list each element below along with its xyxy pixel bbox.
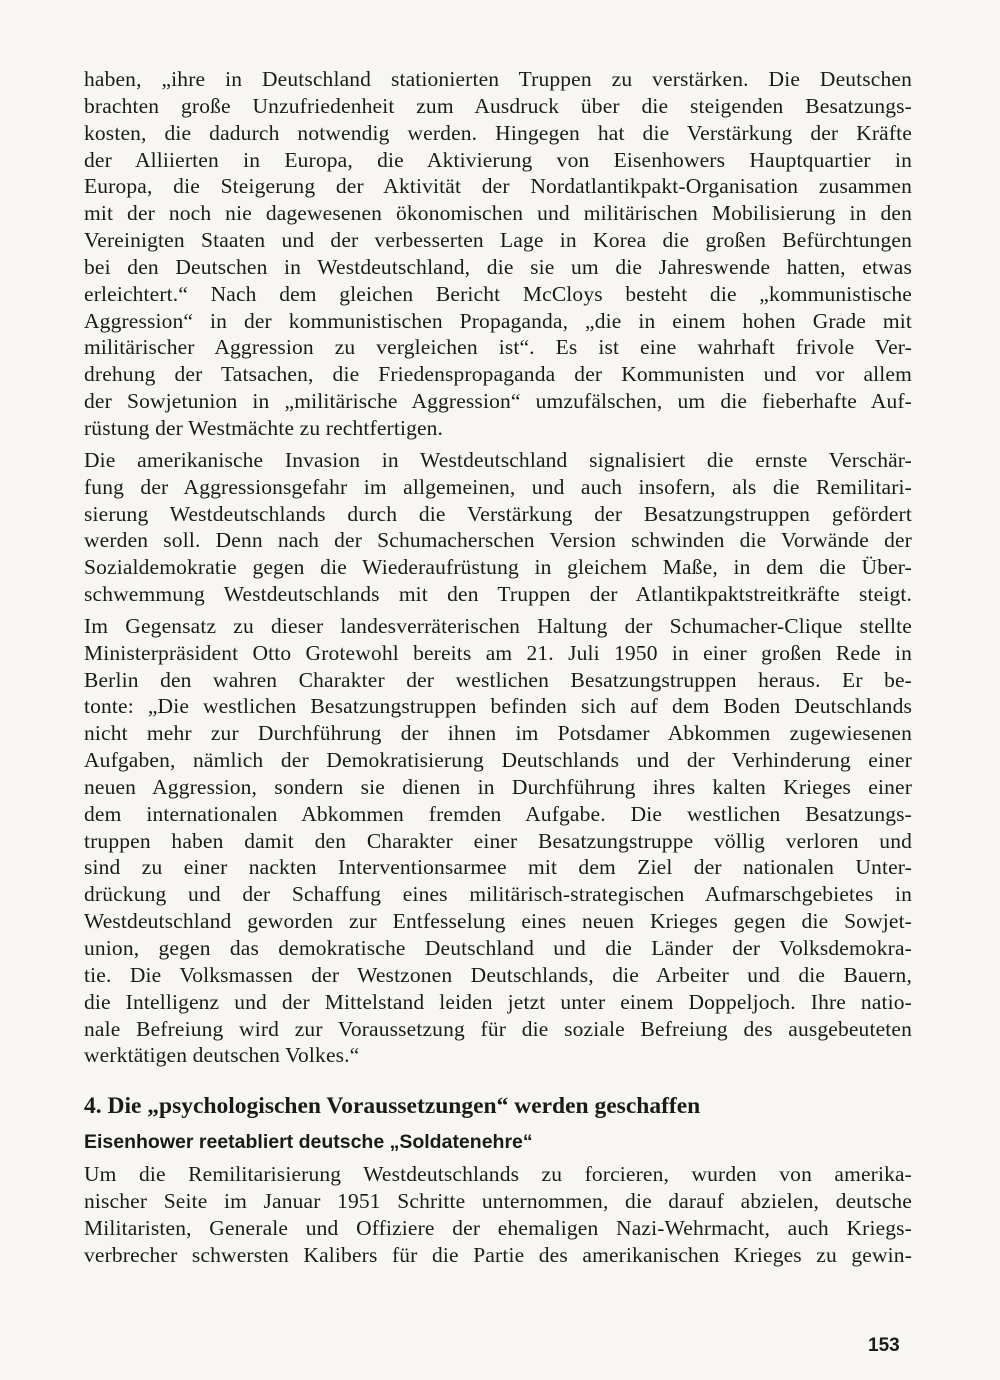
text-line: fung der Aggressionsgefahr im allgemeinen, und auch insofern, als die Remilitari- (84, 474, 912, 499)
paragraph-4 (84, 1161, 912, 1268)
text-line: der Sowjetunion in „militärische Aggression“ umzufälschen, um die fieberhafte Auf- (84, 389, 912, 414)
text-line: Im Gegensatz zu dieser landesverräterischen Haltung der Schumacher-Clique stellte (84, 613, 912, 638)
text-line: erleichtert.“ Nach dem gleichen Bericht McCloys besteht die „kommunistische (84, 281, 912, 306)
text-line: haben, „ihre in Deutschland stationierten Truppen zu verstärken. Die Deutschen (84, 67, 912, 91)
text-line: nicht mehr zur Durchführung der ihnen im Potsdamer Abkommen zugewiesenen (84, 721, 912, 746)
text-line: drückung und der Schaffung eines militärisch-strategischen Aufmarschgebietes in (84, 882, 912, 907)
text-line: sind zu einer nackten Interventionsarmee mit dem Ziel der nationalen Unter- (84, 855, 912, 880)
text-line: Berlin den wahren Charakter der westlichen Besatzungstruppen heraus. Er be- (84, 667, 912, 692)
page-number: 153 (868, 1335, 900, 1356)
paragraph-2 (84, 447, 912, 608)
text-line: Sozialdemokratie gegen die Wiederaufrüstung in gleichem Maße, in dem die Über- (84, 555, 912, 580)
text-line: Westdeutschland geworden zur Entfesselung eines neuen Krieges gegen die Sowjet- (84, 909, 912, 934)
text-line: Militaristen, Generale und Offiziere der ehemaligen Nazi-Wehrmacht, auch Kriegs- (84, 1215, 912, 1240)
paragraph-1 (84, 66, 912, 442)
sub-heading: Eisenhower reetabliert deutsche „Soldatenehre“ (84, 1131, 533, 1154)
text-line: nischer Seite im Januar 1951 Schritte unternommen, die darauf abzielen, deutsche (84, 1189, 912, 1214)
text-line: brachten große Unzufriedenheit zum Ausdruck über die steigenden Besatzungs- (84, 93, 912, 118)
page-body (84, 66, 912, 1274)
text-line: kosten, die dadurch notwendig werden. Hingegen hat die Verstärkung der Kräfte (84, 120, 912, 145)
text-line: militärischer Aggression zu vergleichen ist“. Es ist eine wahrhaft frivole Ver- (84, 335, 912, 360)
text-line: werden soll. Denn nach der Schumacherschen Version schwinden die Vorwände der (84, 528, 912, 553)
text-line: mit der noch nie dagewesenen ökonomischen und militärischen Mobilisierung in den (84, 201, 912, 226)
text-line: die Intelligenz und der Mittelstand leiden jetzt unter einem Doppeljoch. Ihre natio- (84, 989, 912, 1014)
text-line: neuen Aggression, sondern sie dienen in Durchführung ihres kalten Krieges einer (84, 774, 912, 799)
text-line: Ministerpräsident Otto Grotewohl bereits am 21. Juli 1950 in einer großen Rede in (84, 640, 912, 665)
text-line: Aggression“ in der kommunistischen Propaganda, „die in einem hohen Grade mit (84, 308, 912, 333)
text-line: truppen haben damit den Charakter einer Besatzungstruppe völlig verloren und (84, 828, 912, 853)
text-line: drehung der Tatsachen, die Friedenspropaganda der Kommunisten und vor allem (84, 362, 912, 387)
text-line: Vereinigten Staaten und der verbesserten Lage in Korea die großen Befürchtungen (84, 228, 912, 253)
text-line: union, gegen das demokratische Deutschland und die Länder der Volksdemokra- (84, 936, 912, 960)
text-line: verbrecher schwersten Kalibers für die Partie des amerikanischen Krieges zu gewin- (84, 1242, 912, 1267)
text-line: Um die Remilitarisierung Westdeutschlands zu forcieren, wurden von amerika- (84, 1162, 912, 1187)
text-line: werktätigen deutschen Volkes.“ (84, 1043, 360, 1068)
text-line: tonte: „Die westlichen Besatzungstruppen befinden sich auf dem Boden Deutschlands (84, 694, 912, 719)
text-line: Aufgaben, nämlich der Demokratisierung Deutschlands und der Verhinderung einer (84, 748, 912, 773)
paragraph-3 (84, 613, 912, 1069)
text-line: dem internationalen Abkommen fremden Aufgabe. Die westlichen Besatzungs- (84, 801, 912, 826)
text-line: schwemmung Westdeutschlands mit den Truppen der Atlantikpaktstreitkräfte steigt. (84, 582, 912, 607)
text-line: Europa, die Steigerung der Aktivität der Nordatlantikpakt-Organisation zusammen (84, 174, 912, 199)
text-line: sierung Westdeutschlands durch die Verstärkung der Besatzungstruppen gefördert (84, 501, 912, 526)
text-line: bei den Deutschen in Westdeutschland, die sie um die Jahreswende hatten, etwas (84, 254, 912, 279)
text-line: tie. Die Volksmassen der Westzonen Deutschlands, die Arbeiter und die Bauern, (84, 962, 912, 987)
section-heading: 4. Die „psychologischen Voraussetzungen“ werden geschaffen (84, 1093, 701, 1120)
text-line: nale Befreiung wird zur Voraussetzung für die soziale Befreiung des ausgebeuteten (84, 1016, 912, 1041)
text-line: Die amerikanische Invasion in Westdeutschland signalisiert die ernste Verschär- (84, 447, 912, 472)
text-line: rüstung der Westmächte zu rechtfertigen. (84, 415, 444, 440)
text-line: der Alliierten in Europa, die Aktivierung von Eisenhowers Hauptquartier in (84, 147, 912, 172)
